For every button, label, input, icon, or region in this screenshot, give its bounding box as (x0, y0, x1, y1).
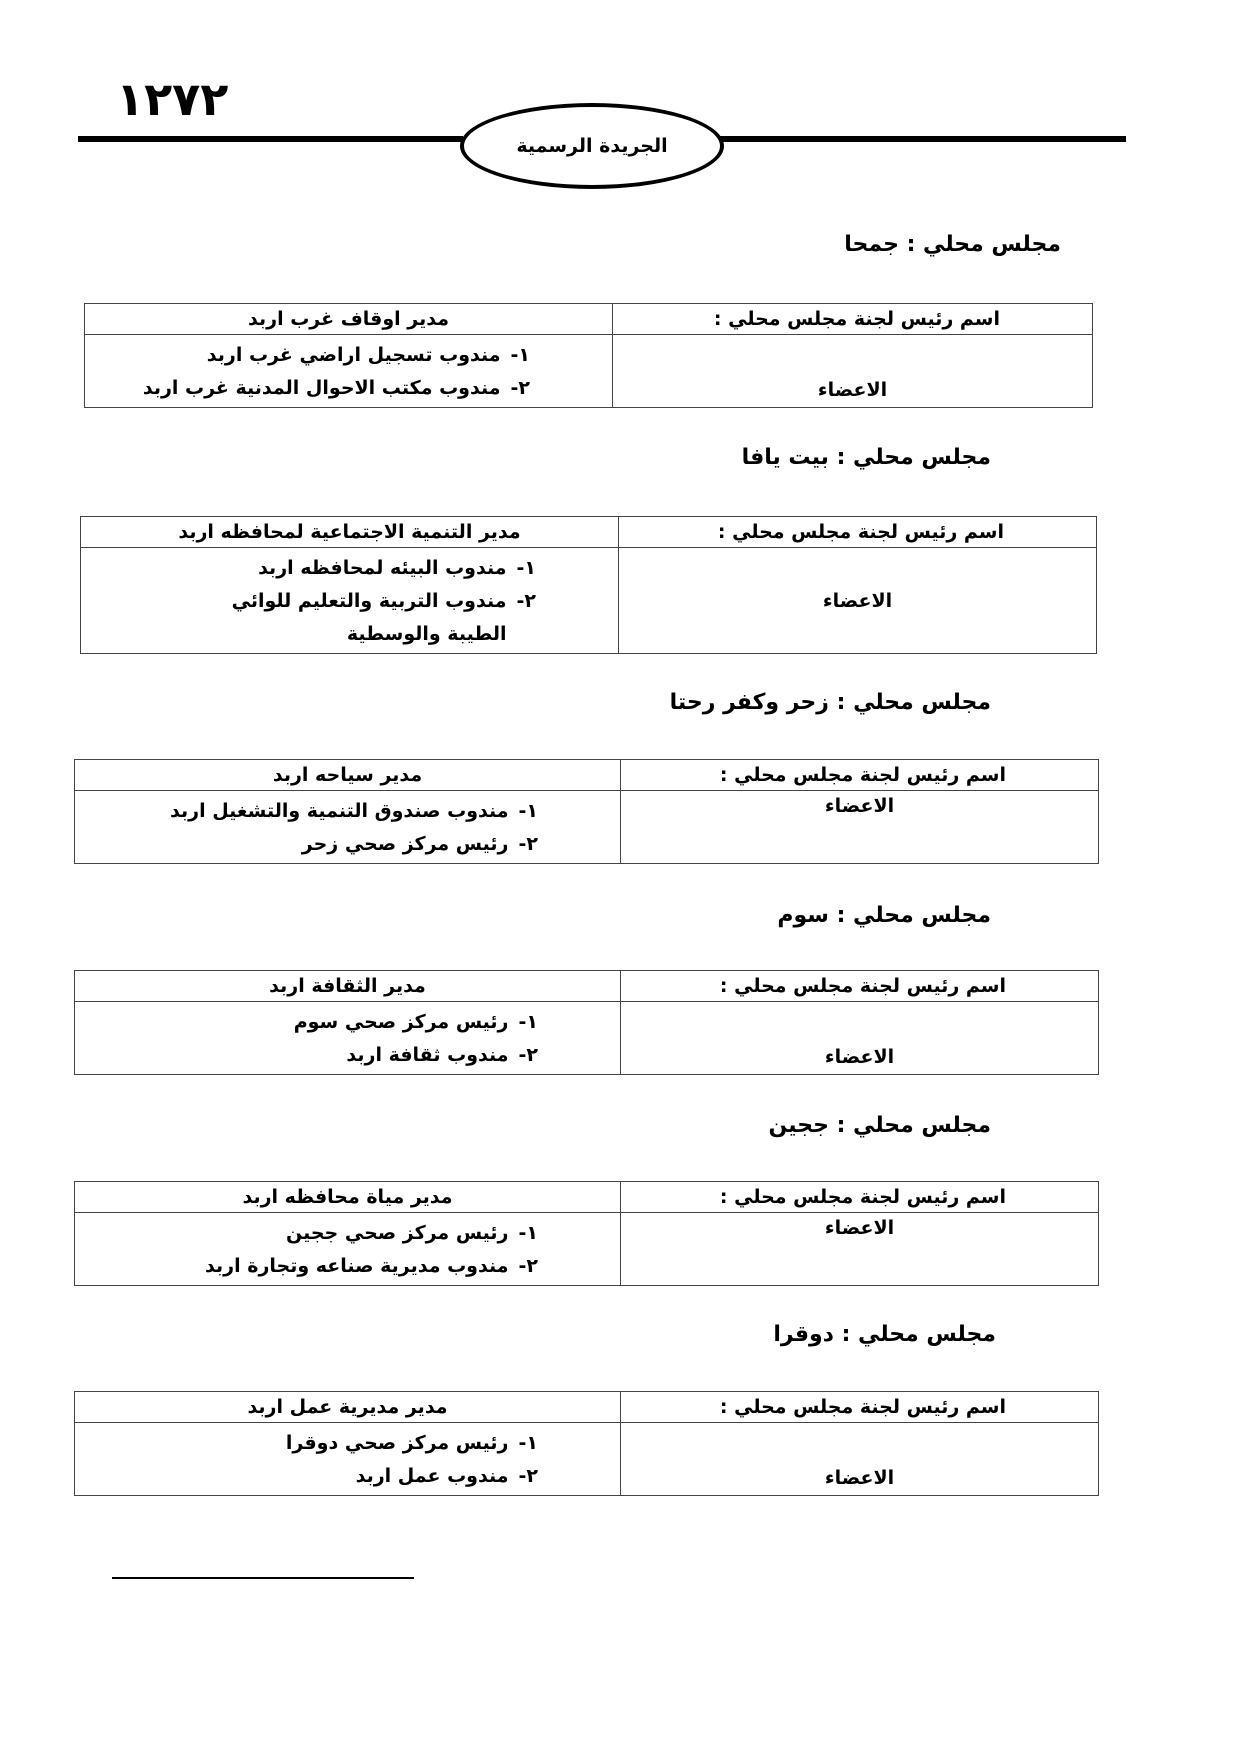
member-name: رئيس مركز صحي زحر (301, 833, 509, 855)
member-number: ٢- (518, 1465, 538, 1487)
member-name: مندوب ثقافة اربد (346, 1044, 509, 1066)
page-number: ١٢٧٢ (116, 72, 229, 126)
chair-label: اسم رئيس لجنة مجلس محلي : (621, 760, 1099, 791)
member-number: ١- (518, 800, 538, 822)
chair-value: مدير الثقافة اربد (75, 971, 621, 1002)
member-list (75, 1213, 620, 1285)
member-list (85, 335, 612, 407)
member-name: رئيس مركز صحي ججين (286, 1222, 509, 1244)
member-name: رئيس مركز صحي دوقرا (285, 1432, 509, 1454)
section-title: مجلس محلي : زحر وكفر رحتا (669, 690, 991, 715)
member-list (75, 1002, 620, 1074)
members-cell (75, 791, 621, 864)
list-item (85, 1427, 538, 1460)
member-list (81, 548, 618, 653)
member-number: ٢- (510, 377, 530, 399)
council-table (74, 1181, 1099, 1286)
members-cell (75, 1213, 621, 1286)
section-title: مجلس محلي : دوقرا (773, 1322, 996, 1347)
member-number: ١- (518, 1432, 538, 1454)
list-item (85, 1250, 538, 1283)
members-cell (85, 335, 613, 408)
member-name: رئيس مركز صحي سوم (293, 1011, 509, 1033)
member-name: مندوب البيئه لمحافظه اربد (258, 557, 507, 579)
gazette-title: الجريدة الرسمية (516, 135, 668, 157)
list-item (95, 372, 530, 405)
member-number: ١- (516, 557, 536, 579)
list-item (85, 1460, 538, 1493)
footnote-rule (112, 1577, 414, 1579)
section-title: مجلس محلي : بيت يافا (741, 445, 991, 470)
list-item (85, 795, 538, 828)
member-list (75, 791, 620, 863)
chair-value: مدير التنمية الاجتماعية لمحافظه اربد (81, 517, 619, 548)
member-name: مندوب التربية والتعليم للوائي الطيبة والوسطية (231, 590, 507, 645)
section-title: مجلس محلي : ججين (768, 1113, 991, 1138)
section-title: مجلس محلي : جمحا (844, 232, 1061, 257)
list-item (171, 585, 536, 651)
section-title: مجلس محلي : سوم (777, 903, 991, 928)
header-rule-right (720, 136, 1126, 142)
members-label-cell (613, 335, 1093, 408)
members-label: الاعضاء (822, 589, 893, 612)
member-number: ١- (510, 344, 530, 366)
member-name: مندوب صندوق التنمية والتشغيل اربد (170, 800, 509, 822)
list-item (85, 828, 538, 861)
members-cell (75, 1423, 621, 1496)
list-item (85, 1039, 538, 1072)
member-name: مندوب تسجيل اراضي غرب اربد (206, 344, 501, 366)
members-cell (81, 548, 619, 654)
member-number: ٢- (518, 1255, 538, 1277)
chair-value: مدير مياة محافظه اربد (75, 1182, 621, 1213)
members-label: الاعضاء (824, 1046, 895, 1068)
chair-label: اسم رئيس لجنة مجلس محلي : (621, 1182, 1099, 1213)
members-label: الاعضاء (824, 795, 895, 817)
member-list (75, 1423, 620, 1495)
council-table (74, 970, 1099, 1075)
members-label-cell (619, 548, 1097, 654)
chair-value: مدير سياحه اربد (75, 760, 621, 791)
member-number: ٢- (518, 1044, 538, 1066)
council-table (80, 516, 1097, 654)
list-item (85, 1217, 538, 1250)
member-number: ٢- (518, 833, 538, 855)
members-label: الاعضاء (824, 1467, 895, 1489)
chair-label: اسم رئيس لجنة مجلس محلي : (619, 517, 1097, 548)
members-label-cell (621, 1002, 1099, 1075)
list-item (85, 1006, 538, 1039)
members-label: الاعضاء (817, 379, 888, 401)
chair-label: اسم رئيس لجنة مجلس محلي : (621, 971, 1099, 1002)
gazette-title-oval (460, 103, 724, 189)
members-label-cell (621, 1423, 1099, 1496)
member-number: ١- (518, 1222, 538, 1244)
list-item (95, 339, 530, 372)
member-name: مندوب عمل اربد (355, 1465, 509, 1487)
members-label-cell (621, 791, 1099, 864)
council-table (84, 303, 1093, 408)
members-cell (75, 1002, 621, 1075)
chair-label: اسم رئيس لجنة مجلس محلي : (613, 304, 1093, 335)
members-label: الاعضاء (824, 1217, 895, 1239)
chair-value: مدير مديرية عمل اربد (75, 1392, 621, 1423)
header-rule-left (78, 136, 463, 142)
list-item (171, 552, 536, 585)
member-number: ١- (518, 1011, 538, 1033)
members-label-cell (621, 1213, 1099, 1286)
member-name: مندوب مكتب الاحوال المدنية غرب اربد (142, 377, 501, 399)
chair-label: اسم رئيس لجنة مجلس محلي : (621, 1392, 1099, 1423)
member-name: مندوب مديرية صناعه وتجارة اربد (205, 1255, 509, 1277)
council-table (74, 1391, 1099, 1496)
council-table (74, 759, 1099, 864)
member-number: ٢- (516, 590, 536, 612)
chair-value: مدير اوقاف غرب اربد (85, 304, 613, 335)
